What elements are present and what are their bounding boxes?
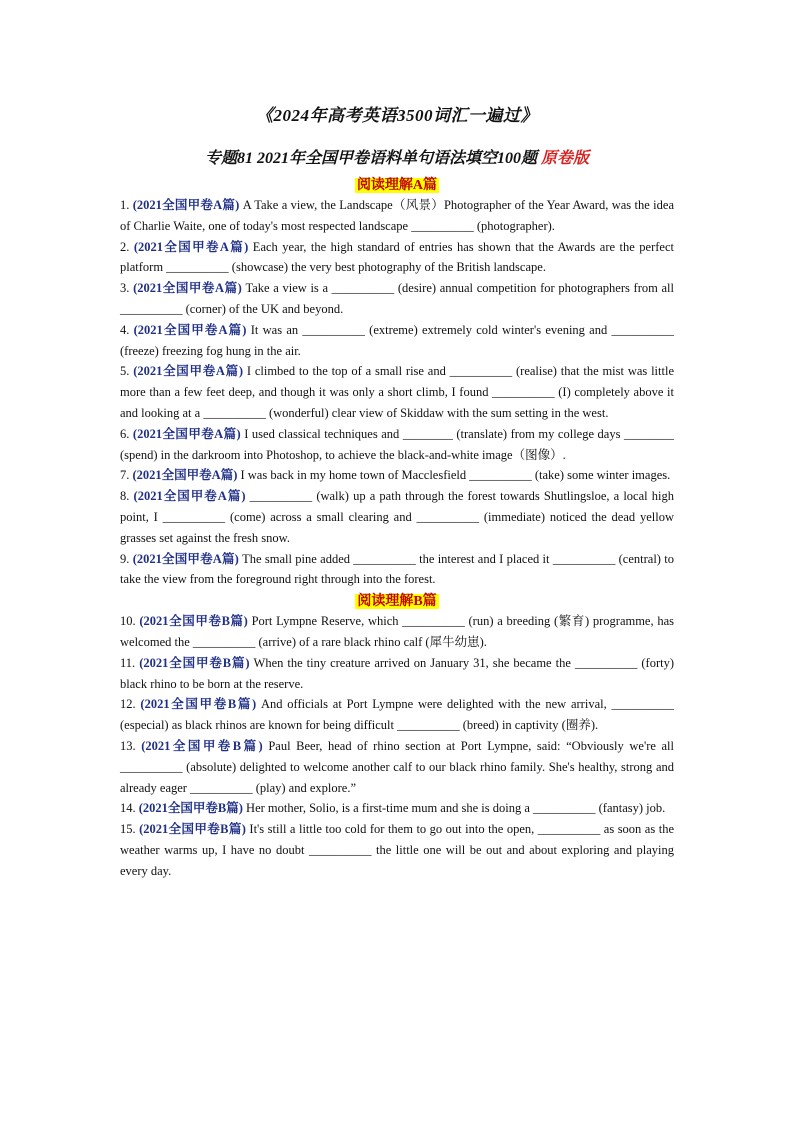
question-item <box>120 465 674 486</box>
question-number: 2. <box>120 239 130 254</box>
question-source: (2021全国甲卷A篇) <box>132 551 239 566</box>
question-text: Take a view is a __________ (desire) annual competition for photographers from all __________ (corner) of the UK and beyond. <box>120 281 675 316</box>
question-item <box>120 424 674 466</box>
question-item <box>120 320 674 362</box>
question-number: 5. <box>120 364 130 379</box>
question-text: Each year, the high standard of entries has shown that the Awards are the perfect platform __________ (showcase) the very best photography of the British landscape. <box>120 239 674 275</box>
question-source: (2021全国甲卷A篇) <box>133 364 244 379</box>
question-number: 11. <box>120 655 136 670</box>
question-number: 9. <box>120 551 130 566</box>
question-number: 14. <box>120 801 136 816</box>
question-text: It was an __________ (extreme) extremely cold winter's evening and __________ (freeze) freezing fog hung in the air. <box>120 322 674 358</box>
question-number: 10. <box>120 614 136 629</box>
question-source: (2021全国甲卷A篇) <box>132 198 240 212</box>
question-source: (2021全国甲卷B篇) <box>139 655 250 670</box>
question-text: Port Lympne Reserve, which __________ (run) a breeding (繁育) programme, has welcomed the __________ (arrive) of a rare black rhino calf (犀牛幼崽). <box>120 614 675 649</box>
question-list <box>120 195 674 590</box>
question-item <box>120 486 674 548</box>
section-heading <box>120 590 674 611</box>
question-text: It's still a little too cold for them to go out into the open, __________ as soon as the weather warms up, I have no doubt __________ the little one will be out and about exploring and playing every day. <box>120 822 674 878</box>
question-source: (2021全国甲卷A篇) <box>133 239 249 254</box>
question-list <box>120 611 674 881</box>
question-text: I climbed to the top of a small rise and __________ (realise) that the mist was little more than a few feet deep, and though it was only a short climb, I found __________ (I) completely above it and looking at a __________ (wonderful) clear view of Skiddaw with the sum setting in the west. <box>120 364 675 420</box>
question-number: 13. <box>120 738 136 753</box>
question-item <box>120 653 674 695</box>
document-title: 《2024年高考英语3500词汇一遍过》 <box>256 106 538 125</box>
subtitle-version: 原卷版 <box>541 150 590 167</box>
question-source: (2021全国甲卷A篇) <box>132 426 241 441</box>
question-item <box>120 278 674 320</box>
question-item <box>120 736 674 798</box>
question-source: (2021全国甲卷B篇) <box>138 801 243 816</box>
question-source: (2021全国甲卷A篇) <box>133 281 242 296</box>
question-source: (2021全国甲卷A篇) <box>133 322 247 337</box>
question-text: A Take a view, the Landscape（风景）Photographer of the Year Award, was the idea of Charlie Waite, one of today's most respected landscape __________ (photographer). <box>120 198 675 233</box>
question-item <box>120 361 674 423</box>
question-text: I used classical techniques and ________ (translate) from my college days ________ (spend) in the darkroom into Photoshop, to achieve the black-and-white image（图像）. <box>120 426 675 462</box>
question-number: 6. <box>120 426 130 441</box>
question-text: Her mother, Solio, is a first-time mum and she is doing a __________ (fantasy) job. <box>242 801 666 816</box>
question-number: 1. <box>120 198 130 212</box>
question-source: (2021全国甲卷B篇) <box>139 822 246 837</box>
question-number: 7. <box>120 468 130 483</box>
question-item <box>120 611 674 653</box>
question-item <box>120 549 674 591</box>
question-text: The small pine added __________ the interest and I placed it __________ (central) to take the view from the foreground right through into the forest. <box>120 551 674 587</box>
question-source: (2021全国甲卷A篇) <box>133 489 246 504</box>
question-source: (2021全国甲卷A篇) <box>132 468 238 483</box>
question-text: I was back in my home town of Macclesfield __________ (take) some winter images. <box>237 468 671 483</box>
question-text: Paul Beer, head of rhino section at Port Lympne, said: “Obviously we're all __________ (absolute) delighted to welcome another calf to our black rhino family. She's healthy, strong and already eager __________ (play) and explore.” <box>120 738 675 795</box>
section-reading-b <box>120 590 674 881</box>
question-source: (2021全国甲卷B篇) <box>139 614 248 629</box>
subtitle-main: 专题81 2021年全国甲卷语料单句语法填空100题 <box>204 150 537 167</box>
question-number: 15. <box>120 822 136 837</box>
question-item <box>120 237 674 279</box>
document-subtitle <box>120 148 674 170</box>
question-item <box>120 694 674 736</box>
section-heading-label: 阅读理解A篇 <box>356 178 438 193</box>
question-text: __________ (walk) up a path through the forest towards Shutlingsloe, a local high point, I __________ (come) across a small clearing and __________ (immediate) noticed the dead yellow grasses set against the fresh snow. <box>120 489 674 545</box>
question-number: 4. <box>120 322 130 337</box>
question-number: 3. <box>120 281 130 296</box>
question-number: 8. <box>120 489 130 504</box>
question-source: (2021全国甲卷B篇) <box>140 697 257 712</box>
question-item <box>120 798 674 819</box>
question-number: 12. <box>120 697 136 712</box>
question-text: And officials at Port Lympne were delighted with the new arrival, __________ (especial) as black rhinos are known for being difficult __________ (breed) in captivity (圈养). <box>120 697 674 733</box>
section-reading-a <box>120 174 674 590</box>
section-heading-label: 阅读理解B篇 <box>357 594 437 610</box>
question-text: When the tiny creature arrived on January 31, she became the __________ (forty) black rhino to be born at the reserve. <box>120 655 675 691</box>
section-heading <box>120 174 674 195</box>
document-content <box>120 104 674 882</box>
question-source: (2021全国甲卷B篇) <box>141 738 263 753</box>
question-item <box>120 819 674 881</box>
question-item <box>120 195 674 237</box>
